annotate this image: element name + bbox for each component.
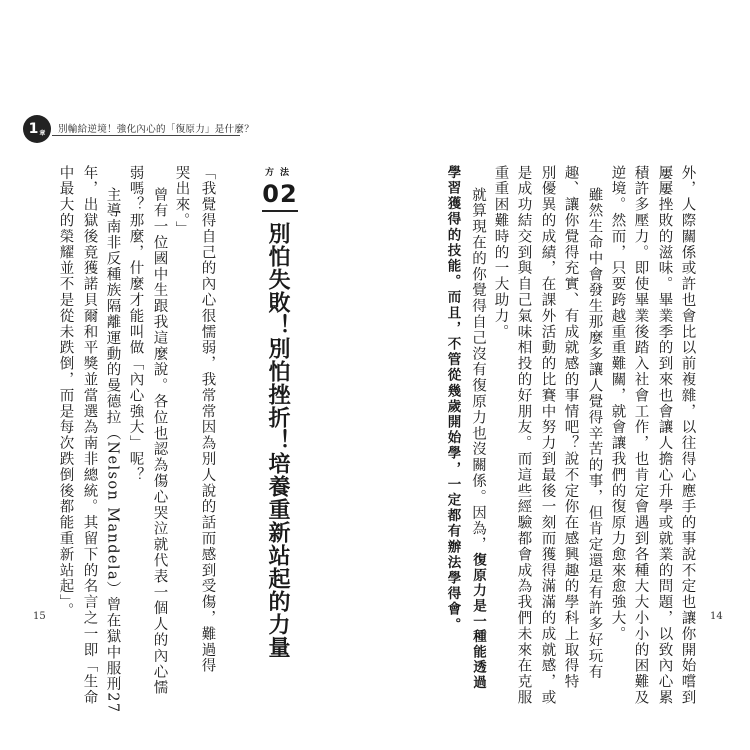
body-column: 雖然生命中會發生那麼多讓人覺得辛苦的事，但肯定還是有許多好玩有	[586, 187, 603, 680]
bold-column: 學習獲得的技能。而且，不管從幾歲開始學，一定都有辦法學得會。	[444, 165, 461, 633]
chapter-title: 別輸給逆境！強化內心的「復原力」是什麼？	[58, 124, 255, 135]
body-column: 逆境。然而，只要跨越重重難關，就會讓我們的復原力愈來愈強大。	[609, 165, 626, 642]
body-column: 年，出獄後竟獲諾貝爾和平獎並當選為南非總統。其留下的名言之一即「生命	[81, 165, 98, 706]
body-column: 別優異的成績，在課外活動的比賽中努力到最後一刻而獲得滿滿的成就感，或	[539, 165, 556, 706]
chapter-badge	[23, 115, 51, 143]
body-column: 曾有一位國中生跟我這麼說。各位也認為傷心哭泣就代表一個人的內心懦	[151, 187, 168, 696]
body-column: 中最大的榮耀並不是從未跌倒，而是每次跌倒後都能重新站起」。	[57, 165, 74, 619]
mixed-column	[470, 187, 486, 690]
method-number: 02	[262, 180, 298, 208]
body-column: 「我覺得自己的內心很懦弱，我常常因為別人說的話而感到受傷，難過得	[199, 165, 216, 674]
page-number-right: 14	[710, 611, 723, 622]
body-column: 弱嗎？那麼，什麼才能叫做「內心強大」呢？	[127, 165, 144, 483]
body-column: 趣、讓你覺得充實、有成就感的事情吧？說不定你在感興趣的學科上取得特	[562, 165, 579, 690]
body-column: 外，人際關係或許也會比以前複雜，以往得心應手的事說不定也讓你開始嚐到	[679, 165, 696, 706]
body-column: 積許多壓力。即使畢業後踏入社會工作，也肯定會遇到各種大大小小的困難及	[632, 165, 649, 706]
body-column: 哭出來。」	[173, 165, 190, 238]
body-column: 主導南非反種族隔離運動的曼德拉（Nelson Mandela）曾在獄中服刑27	[104, 187, 121, 714]
chapter-unit: 章	[39, 129, 46, 137]
right-page	[375, 0, 750, 750]
bold-text: 復原力是一種能透過	[470, 552, 486, 691]
body-column: 重重困難時的一大助力。	[492, 165, 509, 340]
method-title: 別怕失敗！別怕挫折！培養重新站起的力量	[265, 222, 290, 659]
body-column: 是成功結交到與自己氣味相投的好朋友。而這些經驗都會成為我們未來在克服	[515, 165, 532, 706]
chapter-number: 1	[28, 121, 39, 137]
body-text: 就算現在的你覺得自己沒有復原力也沒關係。因為，	[470, 187, 486, 553]
page-number-left: 15	[33, 611, 46, 622]
body-column: 屢屢挫敗的滋味。畢業季的到來也會讓人擔心升學或就業的問題，以致內心累	[656, 165, 673, 706]
header-rule	[52, 135, 240, 136]
method-rule	[262, 210, 298, 212]
method-label: 方法	[264, 168, 295, 178]
